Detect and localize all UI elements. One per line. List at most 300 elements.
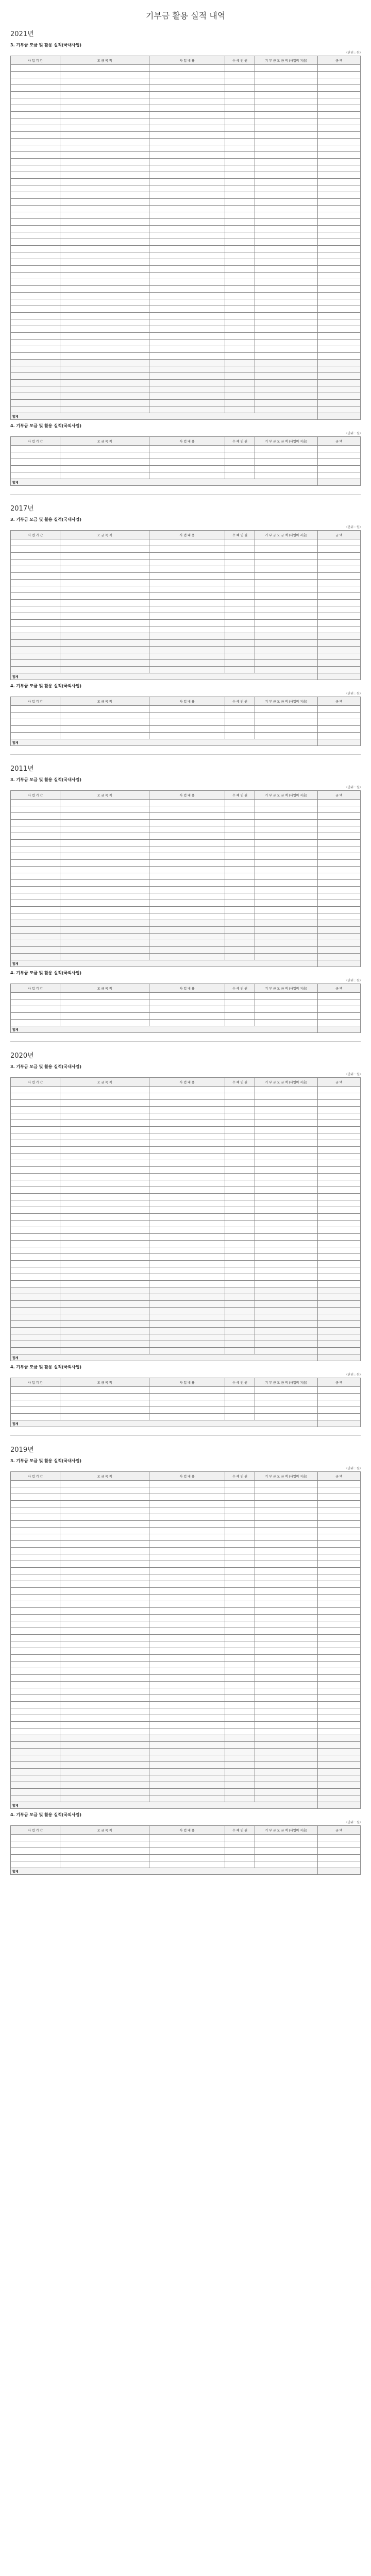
table-cell bbox=[225, 993, 255, 999]
table-cell bbox=[60, 900, 149, 907]
table-cell bbox=[317, 1194, 360, 1200]
table-cell bbox=[255, 340, 317, 346]
table-cell bbox=[317, 1775, 360, 1782]
table-cell bbox=[255, 286, 317, 293]
table-cell bbox=[255, 947, 317, 954]
table-cell bbox=[149, 600, 225, 606]
table-cell bbox=[60, 1735, 149, 1742]
table-cell bbox=[149, 1568, 225, 1574]
table-cell bbox=[255, 1682, 317, 1688]
table-cell bbox=[255, 1568, 317, 1574]
table-cell bbox=[149, 840, 225, 846]
table-cell bbox=[225, 893, 255, 900]
table-cell bbox=[225, 1708, 255, 1715]
table-cell bbox=[317, 239, 360, 246]
table-cell bbox=[11, 1321, 60, 1328]
table-cell bbox=[317, 633, 360, 640]
table-cell bbox=[225, 546, 255, 553]
table-row bbox=[11, 573, 361, 580]
table-cell bbox=[11, 1588, 60, 1595]
table-header-row bbox=[11, 1078, 361, 1087]
table-cell bbox=[149, 1321, 225, 1328]
table-cell bbox=[60, 1113, 149, 1120]
table-cell bbox=[11, 353, 60, 360]
table-cell bbox=[149, 1795, 225, 1802]
table-cell bbox=[255, 1020, 317, 1026]
table-cell bbox=[317, 1641, 360, 1648]
column-header-target: 기 부 금 모 금 액 (사업비 지출) bbox=[255, 437, 317, 446]
table-cell bbox=[60, 1641, 149, 1648]
table-row bbox=[11, 853, 361, 860]
table-row bbox=[11, 640, 361, 647]
table-cell bbox=[11, 1514, 60, 1521]
table-cell bbox=[317, 993, 360, 999]
table-cell bbox=[60, 1487, 149, 1494]
table-cell bbox=[60, 1507, 149, 1514]
table-cell bbox=[317, 1521, 360, 1528]
table-row bbox=[11, 1534, 361, 1541]
table-cell bbox=[225, 152, 255, 159]
table-cell bbox=[317, 1595, 360, 1601]
table-cell bbox=[317, 1167, 360, 1174]
table-cell bbox=[11, 853, 60, 860]
table-row bbox=[11, 633, 361, 640]
table-cell bbox=[225, 185, 255, 192]
table-cell bbox=[255, 360, 317, 366]
table-cell bbox=[317, 806, 360, 813]
table-cell bbox=[225, 346, 255, 353]
table-cell bbox=[317, 165, 360, 172]
table-cell bbox=[11, 1722, 60, 1728]
table-cell bbox=[225, 900, 255, 907]
table-cell bbox=[317, 1174, 360, 1180]
data-table bbox=[10, 790, 361, 967]
table-cell bbox=[149, 1274, 225, 1281]
table-cell bbox=[225, 947, 255, 954]
table-cell bbox=[60, 1127, 149, 1133]
table-cell bbox=[255, 326, 317, 333]
table-cell bbox=[149, 366, 225, 373]
table-cell bbox=[225, 1314, 255, 1321]
table-cell bbox=[255, 887, 317, 893]
table-cell bbox=[60, 907, 149, 913]
table-cell bbox=[255, 867, 317, 873]
total-label: 합계 bbox=[11, 739, 318, 746]
table-row bbox=[11, 940, 361, 947]
total-amount bbox=[317, 673, 360, 680]
table-cell bbox=[60, 1180, 149, 1187]
table-cell bbox=[60, 706, 149, 713]
table-row bbox=[11, 726, 361, 733]
table-cell bbox=[149, 1221, 225, 1227]
column-header-purpose: 모 금 목 적 bbox=[60, 1826, 149, 1835]
table-cell bbox=[149, 1835, 225, 1841]
table-cell bbox=[60, 826, 149, 833]
column-header-amount: 금 액 bbox=[317, 791, 360, 800]
table-cell bbox=[317, 1708, 360, 1715]
unit-label: (단위 : 원) bbox=[346, 1467, 361, 1470]
table-cell bbox=[255, 192, 317, 199]
overseas-section-title: 4. 기부금 모금 및 활용 실적(국외사업) bbox=[10, 971, 82, 975]
table-cell bbox=[149, 620, 225, 626]
table-cell bbox=[317, 726, 360, 733]
table-cell bbox=[11, 539, 60, 546]
table-cell bbox=[60, 199, 149, 206]
table-cell bbox=[225, 1662, 255, 1668]
table-cell bbox=[149, 165, 225, 172]
table-cell bbox=[149, 1848, 225, 1855]
table-cell bbox=[60, 1387, 149, 1394]
table-cell bbox=[317, 452, 360, 459]
table-cell bbox=[255, 1227, 317, 1234]
table-cell bbox=[225, 626, 255, 633]
table-cell bbox=[11, 1407, 60, 1414]
table-cell bbox=[225, 920, 255, 927]
table-cell bbox=[149, 900, 225, 907]
table-cell bbox=[11, 633, 60, 640]
table-cell bbox=[60, 1234, 149, 1241]
data-table bbox=[10, 56, 361, 420]
table-cell bbox=[317, 853, 360, 860]
table-cell bbox=[149, 860, 225, 867]
table-row bbox=[11, 1514, 361, 1521]
table-cell bbox=[255, 1200, 317, 1207]
table-cell bbox=[225, 299, 255, 306]
table-cell bbox=[255, 1769, 317, 1775]
table-cell bbox=[225, 1835, 255, 1841]
table-row bbox=[11, 1301, 361, 1308]
table-cell bbox=[317, 1615, 360, 1621]
table-cell bbox=[149, 406, 225, 413]
table-cell bbox=[225, 647, 255, 653]
table-row bbox=[11, 232, 361, 239]
table-cell bbox=[11, 206, 60, 212]
table-cell bbox=[149, 1234, 225, 1241]
table-cell bbox=[60, 813, 149, 820]
table-cell bbox=[60, 1247, 149, 1254]
table-cell bbox=[149, 246, 225, 252]
total-amount bbox=[317, 413, 360, 420]
table-cell bbox=[11, 1795, 60, 1802]
table-cell bbox=[225, 633, 255, 640]
table-row bbox=[11, 1648, 361, 1655]
table-row bbox=[11, 1400, 361, 1407]
table-cell bbox=[255, 212, 317, 219]
table-cell bbox=[60, 820, 149, 826]
table-cell bbox=[255, 713, 317, 719]
table-row bbox=[11, 306, 361, 313]
table-cell bbox=[317, 192, 360, 199]
table-cell bbox=[225, 1321, 255, 1328]
table-cell bbox=[149, 266, 225, 273]
table-cell bbox=[255, 1507, 317, 1514]
table-cell bbox=[255, 626, 317, 633]
table-cell bbox=[60, 293, 149, 299]
table-row bbox=[11, 1261, 361, 1267]
domestic-section-title: 3. 기부금 모금 및 활용 실적(국내사업) bbox=[10, 43, 82, 47]
table-cell bbox=[11, 1341, 60, 1348]
table-cell bbox=[149, 1207, 225, 1214]
table-row bbox=[11, 900, 361, 907]
table-cell bbox=[11, 279, 60, 286]
column-header-purpose: 모 금 목 적 bbox=[60, 437, 149, 446]
table-cell bbox=[225, 660, 255, 667]
year-heading: 2020년 bbox=[10, 1052, 34, 1060]
table-cell bbox=[317, 1648, 360, 1655]
table-cell bbox=[149, 185, 225, 192]
table-cell bbox=[317, 1507, 360, 1514]
table-cell bbox=[225, 1281, 255, 1287]
table-cell bbox=[317, 1487, 360, 1494]
table-row bbox=[11, 1321, 361, 1328]
table-cell bbox=[225, 1595, 255, 1601]
table-cell bbox=[255, 1561, 317, 1568]
table-cell bbox=[317, 887, 360, 893]
table-row bbox=[11, 1174, 361, 1180]
table-cell bbox=[149, 279, 225, 286]
table-cell bbox=[11, 1174, 60, 1180]
table-cell bbox=[255, 1234, 317, 1241]
table-row bbox=[11, 1615, 361, 1621]
table-cell bbox=[255, 400, 317, 406]
table-cell bbox=[149, 573, 225, 580]
table-cell bbox=[60, 1581, 149, 1588]
table-row bbox=[11, 1835, 361, 1841]
table-row bbox=[11, 266, 361, 273]
table-cell bbox=[317, 1407, 360, 1414]
table-cell bbox=[317, 613, 360, 620]
table-cell bbox=[255, 373, 317, 380]
table-cell bbox=[60, 647, 149, 653]
table-cell bbox=[317, 306, 360, 313]
table-cell bbox=[255, 185, 317, 192]
table-cell bbox=[317, 466, 360, 472]
table-cell bbox=[11, 1194, 60, 1200]
table-cell bbox=[149, 1154, 225, 1160]
table-cell bbox=[149, 1494, 225, 1501]
table-row bbox=[11, 1848, 361, 1855]
total-row bbox=[11, 1868, 361, 1875]
table-cell bbox=[317, 1400, 360, 1407]
column-header-recipient: 사 업 내 용 bbox=[149, 437, 225, 446]
table-cell bbox=[11, 1140, 60, 1147]
table-row bbox=[11, 172, 361, 179]
table-cell bbox=[225, 860, 255, 867]
table-cell bbox=[225, 340, 255, 346]
table-row bbox=[11, 152, 361, 159]
table-cell bbox=[255, 466, 317, 472]
table-cell bbox=[225, 1749, 255, 1755]
table-cell bbox=[225, 1601, 255, 1608]
table-cell bbox=[11, 1227, 60, 1234]
table-cell bbox=[225, 1481, 255, 1487]
table-cell bbox=[60, 78, 149, 85]
table-row bbox=[11, 360, 361, 366]
table-cell bbox=[149, 553, 225, 560]
column-header-recipient: 사 업 내 용 bbox=[149, 697, 225, 706]
table-cell bbox=[60, 466, 149, 472]
table-row bbox=[11, 199, 361, 206]
table-row bbox=[11, 145, 361, 152]
table-cell bbox=[60, 393, 149, 400]
table-cell bbox=[60, 887, 149, 893]
table-cell bbox=[255, 299, 317, 306]
total-amount bbox=[317, 960, 360, 967]
table-cell bbox=[317, 1200, 360, 1207]
table-cell bbox=[149, 1107, 225, 1113]
table-cell bbox=[255, 1100, 317, 1107]
table-cell bbox=[11, 65, 60, 72]
table-row bbox=[11, 993, 361, 999]
table-cell bbox=[60, 1782, 149, 1789]
table-row bbox=[11, 446, 361, 452]
table-cell bbox=[149, 1749, 225, 1755]
table-cell bbox=[255, 85, 317, 92]
table-row bbox=[11, 1561, 361, 1568]
table-cell bbox=[11, 920, 60, 927]
table-cell bbox=[225, 1668, 255, 1675]
table-cell bbox=[225, 212, 255, 219]
table-cell bbox=[11, 326, 60, 333]
table-cell bbox=[149, 239, 225, 246]
table-cell bbox=[149, 1755, 225, 1762]
table-cell bbox=[11, 613, 60, 620]
table-cell bbox=[255, 1308, 317, 1314]
table-cell bbox=[60, 913, 149, 920]
table-cell bbox=[317, 1261, 360, 1267]
table-cell bbox=[149, 833, 225, 840]
table-cell bbox=[317, 219, 360, 226]
total-amount bbox=[317, 739, 360, 746]
table-cell bbox=[11, 1507, 60, 1514]
table-cell bbox=[255, 1615, 317, 1621]
table-cell bbox=[11, 560, 60, 566]
table-cell bbox=[11, 1601, 60, 1608]
table-cell bbox=[225, 380, 255, 386]
table-cell bbox=[255, 252, 317, 259]
table-cell bbox=[11, 846, 60, 853]
column-header-count: 수 혜 인 원 bbox=[225, 1826, 255, 1835]
table-cell bbox=[11, 640, 60, 647]
table-cell bbox=[60, 1321, 149, 1328]
total-label: 합계 bbox=[11, 673, 318, 680]
table-cell bbox=[255, 1221, 317, 1227]
table-cell bbox=[11, 165, 60, 172]
table-cell bbox=[255, 1120, 317, 1127]
year-heading: 2011년 bbox=[10, 765, 34, 773]
table-cell bbox=[225, 199, 255, 206]
table-cell bbox=[255, 1749, 317, 1755]
table-cell bbox=[60, 927, 149, 934]
table-cell bbox=[149, 546, 225, 553]
table-cell bbox=[60, 259, 149, 266]
table-cell bbox=[149, 853, 225, 860]
year-heading: 2019년 bbox=[10, 1446, 34, 1454]
table-cell bbox=[60, 1160, 149, 1167]
table-cell bbox=[60, 846, 149, 853]
table-cell bbox=[60, 1174, 149, 1180]
table-cell bbox=[225, 573, 255, 580]
table-cell bbox=[60, 947, 149, 954]
table-cell bbox=[11, 92, 60, 98]
table-cell bbox=[11, 252, 60, 259]
column-header-date: 사 업 기 간 bbox=[11, 984, 60, 993]
table-cell bbox=[60, 118, 149, 125]
table-cell bbox=[317, 1861, 360, 1868]
table-cell bbox=[11, 1100, 60, 1107]
table-cell bbox=[317, 873, 360, 880]
document-title: 기부금 활용 실적 내역 bbox=[145, 11, 226, 21]
table-cell bbox=[149, 1167, 225, 1174]
table-cell bbox=[317, 293, 360, 299]
table-cell bbox=[225, 1267, 255, 1274]
table-cell bbox=[255, 1641, 317, 1648]
table-cell bbox=[317, 159, 360, 165]
table-cell bbox=[60, 1254, 149, 1261]
table-cell bbox=[255, 907, 317, 913]
table-cell bbox=[149, 199, 225, 206]
table-cell bbox=[11, 706, 60, 713]
table-cell bbox=[255, 1407, 317, 1414]
table-cell bbox=[225, 1702, 255, 1708]
table-cell bbox=[11, 546, 60, 553]
table-cell bbox=[149, 1608, 225, 1615]
table-cell bbox=[255, 993, 317, 999]
table-cell bbox=[60, 1341, 149, 1348]
table-cell bbox=[225, 1855, 255, 1861]
table-cell bbox=[11, 1574, 60, 1581]
data-table bbox=[10, 436, 361, 486]
table-cell bbox=[11, 1648, 60, 1655]
table-cell bbox=[255, 246, 317, 252]
table-cell bbox=[255, 1167, 317, 1174]
column-header-purpose: 모 금 목 적 bbox=[60, 531, 149, 539]
domestic-section-title: 3. 기부금 모금 및 활용 실적(국내사업) bbox=[10, 1459, 82, 1463]
table-cell bbox=[317, 1214, 360, 1221]
table-cell bbox=[255, 900, 317, 907]
table-cell bbox=[149, 934, 225, 940]
table-row bbox=[11, 1328, 361, 1334]
table-cell bbox=[225, 1715, 255, 1722]
table-cell bbox=[11, 1414, 60, 1420]
table-cell bbox=[255, 65, 317, 72]
table-cell bbox=[11, 1020, 60, 1026]
table-cell bbox=[317, 85, 360, 92]
table-row bbox=[11, 860, 361, 867]
table-cell bbox=[11, 299, 60, 306]
table-cell bbox=[60, 1722, 149, 1728]
table-cell bbox=[60, 1675, 149, 1682]
table-row bbox=[11, 366, 361, 373]
table-cell bbox=[11, 913, 60, 920]
table-cell bbox=[225, 586, 255, 593]
table-row bbox=[11, 1708, 361, 1715]
table-cell bbox=[255, 1281, 317, 1287]
table-row bbox=[11, 239, 361, 246]
column-header-count: 수 혜 인 원 bbox=[225, 531, 255, 539]
table-cell bbox=[149, 1775, 225, 1782]
column-header-target: 기 부 금 모 금 액 (사업비 지출) bbox=[255, 1078, 317, 1087]
table-cell bbox=[317, 573, 360, 580]
table-cell bbox=[11, 1287, 60, 1294]
table-cell bbox=[11, 112, 60, 118]
table-cell bbox=[225, 1261, 255, 1267]
table-row bbox=[11, 1702, 361, 1708]
table-cell bbox=[225, 1548, 255, 1554]
table-cell bbox=[60, 999, 149, 1006]
table-cell bbox=[11, 660, 60, 667]
table-cell bbox=[255, 1521, 317, 1528]
